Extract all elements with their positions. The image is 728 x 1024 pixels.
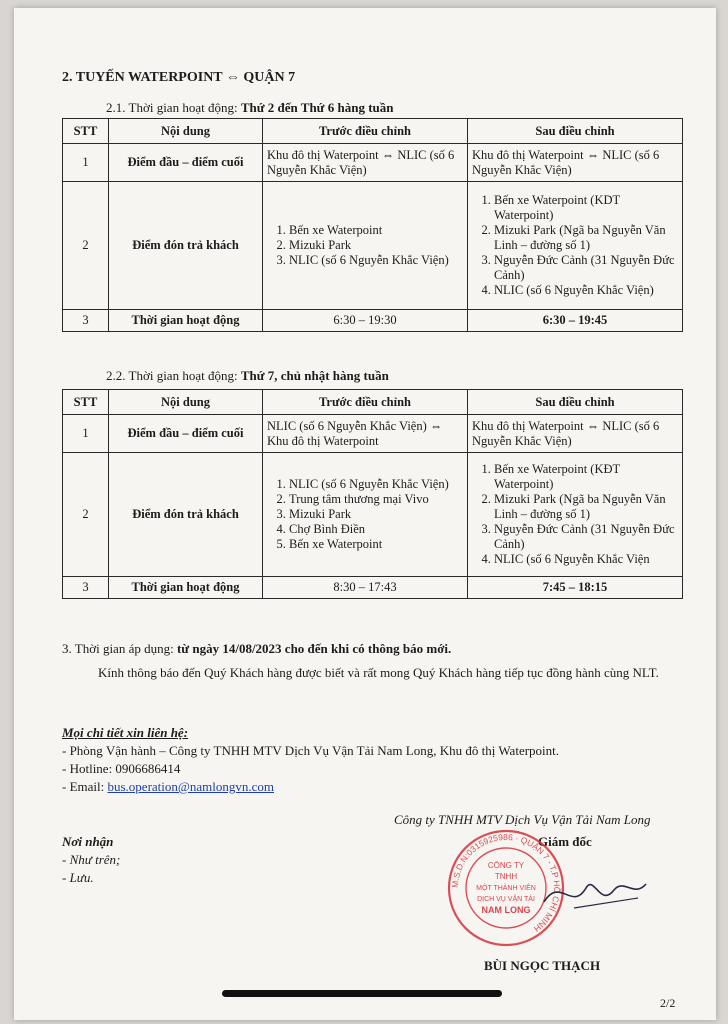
email-link[interactable]: bus.operation@namlongvn.com [107,779,274,794]
table-cell: Điểm đầu – điểm cuối [109,144,263,182]
seal-text: DỊCH VỤ VẬN TẢI [477,896,535,903]
table-cell: 2 [63,453,109,577]
header-after: Sau điều chỉnh [468,390,683,415]
list-item: 3. NLIC (số 6 Nguyễn Khắc Viện) [289,253,463,268]
header-after: Sau điều chỉnh [468,119,683,144]
company-name: Công ty TNHH MTV Dịch Vụ Vận Tải Nam Long [394,812,651,827]
signatory-name: BÙI NGỌC THẠCH [484,958,601,973]
list-item: 4. NLIC (số 6 Nguyễn Khắc Viện) [494,283,678,298]
list-item: 3. Mizuki Park [289,507,463,522]
table-cell: 7:45 – 18:15 [468,577,683,599]
subsection-2-2-title: 2.2. Thời gian hoạt động: Thứ 7, chủ nhật hàng tuần [106,368,389,383]
seal-ring-text: M.S.D.N:0315925986 · QUẬN 7 - T.P HỒ CHÍ MINH [449,831,563,934]
subsection-2-1-title: 2.1. Thời gian hoạt động: Thứ 2 đến Thứ 6 hàng tuần [106,100,394,115]
list-item: 2. Trung tâm thương mại Vivo [289,492,463,507]
stop-list [267,477,463,552]
seal-text: TNHH [494,872,518,881]
header-content: Nội dung [109,119,263,144]
list-item: 1. NLIC (số 6 Nguyễn Khắc Viện) [289,477,463,492]
stop-list [267,223,463,268]
seal-text: CÔNG TY [487,861,525,870]
contact-heading: Mọi chi tiết xin liên hệ: [62,725,189,740]
seal-text: NAM LONG [481,905,531,915]
list-item: 2. Mizuki Park [289,238,463,253]
table-cell: 6:30 – 19:30 [263,310,468,332]
list-item: 5. Bến xe Waterpoint [289,537,463,552]
table-cell: 3 [63,310,109,332]
list-item: 1. Bến xe Waterpoint (KĐT Waterpoint) [494,462,678,492]
table-cell [263,453,468,577]
position-title: Giám đốc [538,834,592,849]
list-item: 4. Chợ Bình Điền [289,522,463,537]
table-cell: Điểm đón trả khách [109,182,263,310]
recipient-line: - Lưu. [62,870,94,885]
recipient-line: - Như trên; [62,852,121,867]
home-indicator[interactable] [222,990,502,997]
signature-scribble [534,868,654,918]
table-cell: 3 [63,577,109,599]
table-cell [468,182,683,310]
document-page [14,8,716,1020]
list-item: 4. NLIC (số 6 Nguyễn Khắc Viện [494,552,678,567]
notice-paragraph: Kính thông báo đến Quý Khách hàng được biết và rất mong Quý Khách hàng tiếp tục đồng hành cùng NLT. [98,665,659,680]
table-cell: Điểm đón trả khách [109,453,263,577]
section-3-title: 3. Thời gian áp dụng: từ ngày 14/08/2023 cho đến khi có thông báo mới. [62,641,452,656]
table-cell: NLIC (số 6 Nguyễn Khắc Viện) ⇔ Khu đô thị Waterpoint [263,415,468,453]
table-cell: Khu đô thị Waterpoint ⇔ NLIC (số 6 Nguyễn Khắc Viện) [468,415,683,453]
list-item: 2. Mizuki Park (Ngã ba Nguyễn Văn Linh – đường số 1) [494,223,678,253]
contact-line: - Email: bus.operation@namlongvn.com [62,779,274,794]
header-before: Trước điều chỉnh [263,390,468,415]
table-cell: 1 [63,144,109,182]
page-number: 2/2 [660,996,676,1010]
table-cell: 6:30 – 19:45 [468,310,683,332]
header-content: Nội dung [109,390,263,415]
table-cell: 8:30 – 17:43 [263,577,468,599]
header-before: Trước điều chỉnh [263,119,468,144]
section-2-title: 2. TUYẾN WATERPOINT ⇔ QUẬN 7 [62,70,296,85]
schedule-table-weekdays [62,118,683,332]
list-item: 3. Nguyễn Đức Cảnh (31 Nguyễn Đức Cảnh) [494,522,678,552]
stop-list [472,193,678,298]
schedule-table-weekend [62,389,683,599]
table-cell [263,182,468,310]
table-cell [468,453,683,577]
list-item: 1. Bến xe Waterpoint (KDT Waterpoint) [494,193,678,223]
stop-list [472,462,678,567]
table-cell: Khu đô thị Waterpoint ⇔ NLIC (số 6 Nguyễn Khắc Viện) [263,144,468,182]
list-item: 2. Mizuki Park (Ngã ba Nguyễn Văn Linh – đường số 1) [494,492,678,522]
table-cell: Khu đô thị Waterpoint ⇔ NLIC (số 6 Nguyễn Khắc Viện) [468,144,683,182]
recipients-heading: Nơi nhận [62,834,114,849]
seal-text: MỘT THÀNH VIÊN [476,885,536,892]
header-stt: STT [63,119,109,144]
header-stt: STT [63,390,109,415]
table-cell: Điểm đầu – điểm cuối [109,415,263,453]
list-item: 3. Nguyễn Đức Cảnh (31 Nguyễn Đức Cảnh) [494,253,678,283]
list-item: 1. Bến xe Waterpoint [289,223,463,238]
table-cell: 2 [63,182,109,310]
table-cell: Thời gian hoạt động [109,577,263,599]
contact-line: - Phòng Vận hành – Công ty TNHH MTV Dịch Vụ Vận Tải Nam Long, Khu đô thị Waterpoint. [62,743,560,758]
table-cell: 1 [63,415,109,453]
contact-line: - Hotline: 0906686414 [62,761,181,776]
table-cell: Thời gian hoạt động [109,310,263,332]
